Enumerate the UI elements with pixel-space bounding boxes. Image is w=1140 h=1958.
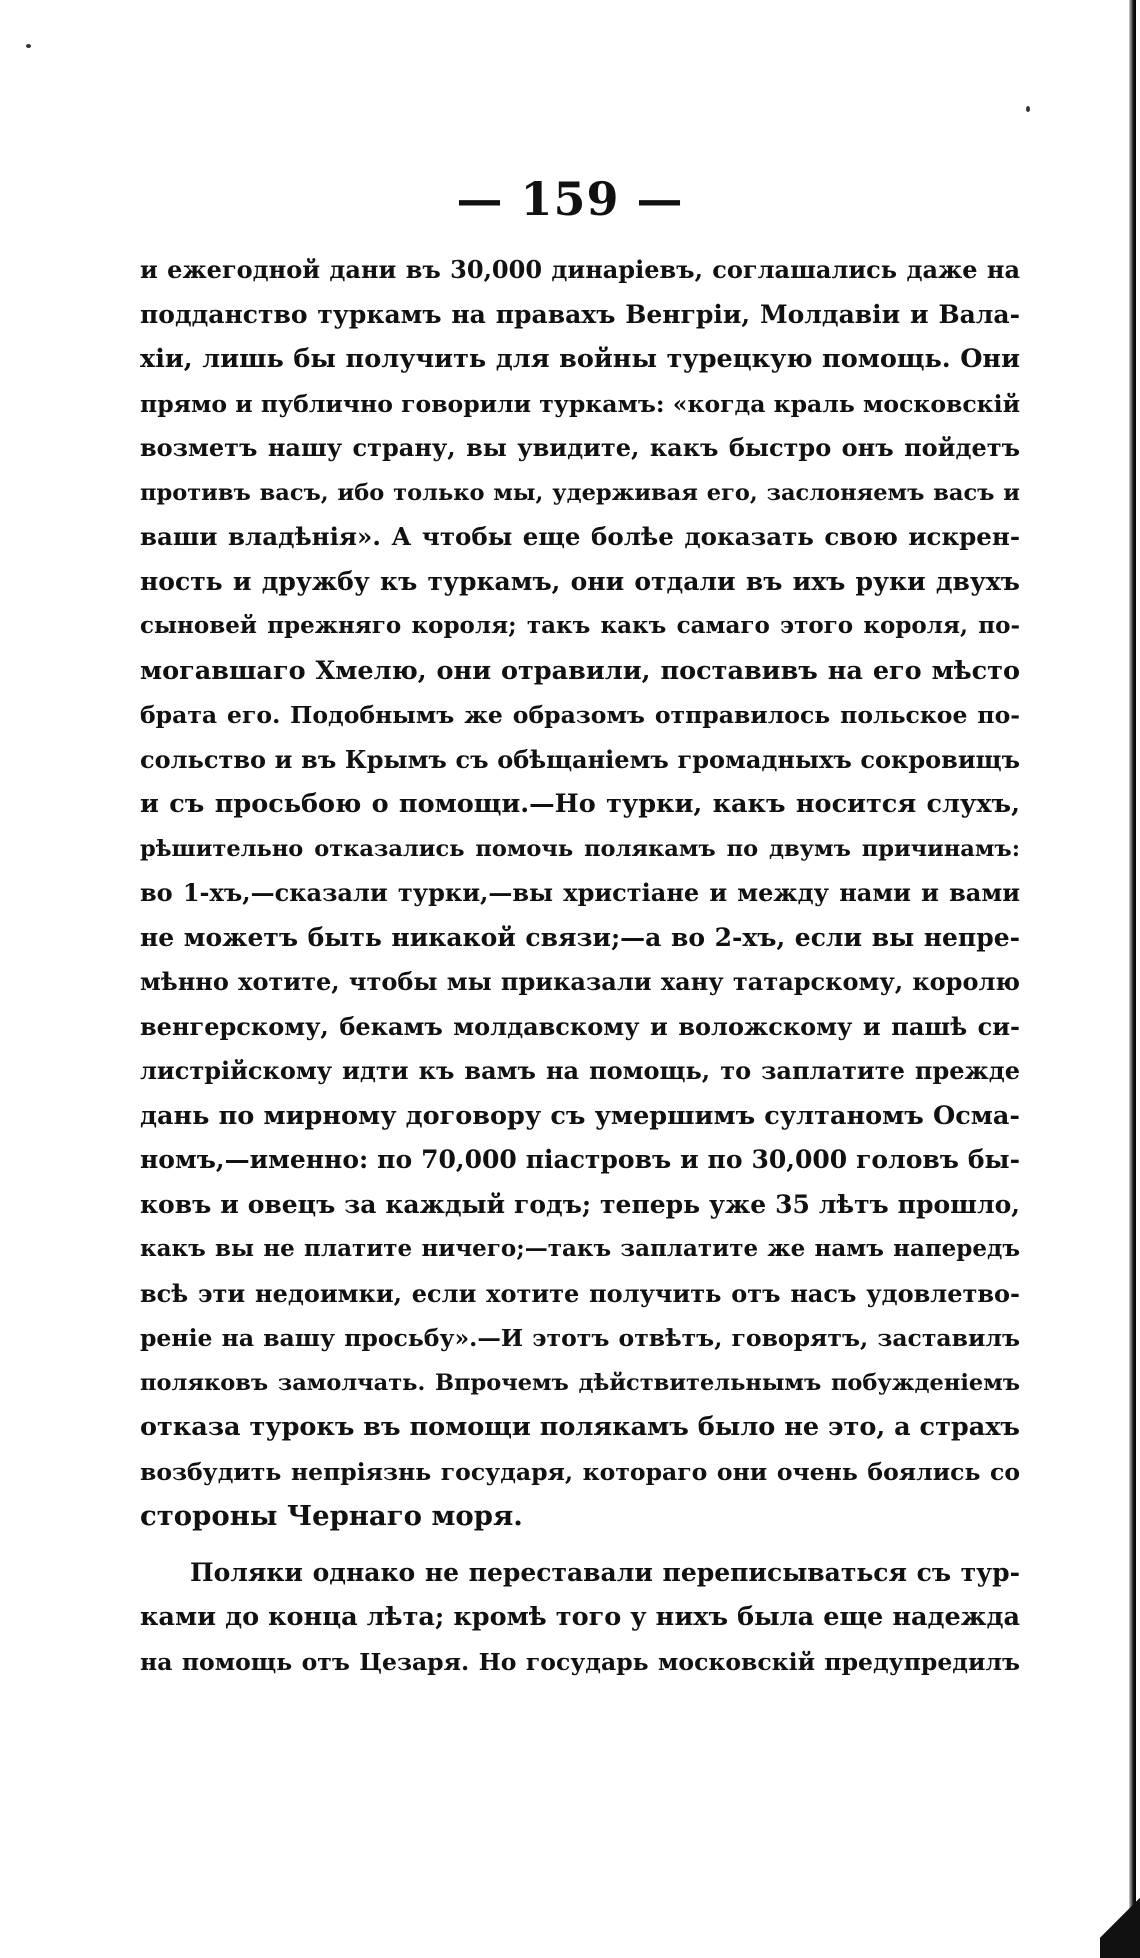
text-line: брата его. Подобнымъ же образомъ отправилось польское по- [140, 701, 1020, 729]
text-line: противъ васъ, ибо только мы, удерживая его, заслоняемъ васъ и [140, 479, 1020, 506]
page-corner-shadow [1100, 1878, 1140, 1958]
text-line: подданство туркамъ на правахъ Венгріи, Молдавіи и Вала- [140, 299, 1020, 329]
text-line: стороны Чернаго моря. [140, 1500, 523, 1532]
text-line: не можетъ быть никакой связи;—а во 2-хъ, если вы непре- [140, 922, 1020, 952]
text-line: ность и дружбу къ туркамъ, они отдали въ ихъ руки двухъ [140, 566, 1020, 596]
text-line: на помощь отъ Цезаря. Но государь московскій предупредилъ [140, 1647, 1020, 1676]
text-line: листрійскому идти къ вамъ на помощь, то заплатите прежде [140, 1056, 1020, 1085]
text-line: рѣшительно отказались помочь полякамъ по двумъ причинамъ: [140, 835, 1020, 862]
paragraph-gap [140, 1539, 1020, 1551]
text-line: ками до конца лѣта; кромѣ того у нихъ была еще надежда [140, 1602, 1020, 1632]
paragraph-2 [140, 1551, 1020, 1685]
text-line: мѣнно хотите, чтобы мы приказали хану татарскому, королю [140, 967, 1020, 996]
text-line: и ежегодной дани въ 30,000 динаріевъ, соглашались даже на [140, 255, 1020, 284]
paragraph-1 [140, 248, 1020, 1539]
text-line: всѣ эти недоимки, если хотите получить отъ насъ удовлетво- [140, 1278, 1020, 1308]
page-number: — 159 — [456, 172, 684, 226]
text-line: возметъ нашу страну, вы увидите, какъ быстро онъ пойдетъ [140, 433, 1020, 462]
page-edge-shadow [1129, 0, 1136, 1940]
text-line: отказа турокъ въ помощи полякамъ было не это, а страхъ [140, 1412, 1020, 1442]
text-line: номъ,—именно: по 70,000 піастровъ и по 30,000 головъ бы- [140, 1145, 1020, 1174]
text-line: венгерскому, бекамъ молдавскому и воложскому и пашѣ си- [140, 1011, 1020, 1041]
text-line: хіи, лишь бы получить для войны турецкую помощь. Они [140, 344, 1020, 374]
text-line: какъ вы не платите ничего;—такъ заплатите же намъ напередъ [140, 1235, 1020, 1262]
text-line: и съ просьбою о помощи.—Но турки, какъ носится слухъ, [140, 789, 1020, 819]
text-line: поляковъ замолчать. Впрочемъ дѣйствительнымъ побужденіемъ [140, 1369, 1020, 1396]
text-line: могавшаго Хмелю, они отравили, поставивъ на его мѣсто [140, 655, 1020, 686]
text-line: сольство и въ Крымъ съ обѣщаніемъ громадныхъ сокровищъ [140, 744, 1020, 774]
text-line: реніе на вашу просьбу».—И этотъ отвѣтъ, говорятъ, заставилъ [140, 1324, 1020, 1352]
text-line: во 1-хъ,—сказали турки,—вы христіане и между нами и вами [140, 878, 1020, 907]
text-line: прямо и публично говорили туркамъ: «когда краль московскій [140, 389, 1020, 418]
text-line: дань по мирному договору съ умершимъ султаномъ Осма- [140, 1100, 1020, 1131]
body-text [140, 248, 1020, 1684]
text-line: ковъ и овецъ за каждый годъ; теперь уже 35 лѣтъ прошло, [140, 1189, 1020, 1219]
text-line: сыновей прежняго короля; такъ какъ самаго этого короля, по- [140, 612, 1020, 639]
print-speck [1026, 106, 1030, 112]
text-line: возбудить непріязнь государя, котораго они очень боялись со [140, 1457, 1020, 1486]
text-line: Поляки однако не переставали переписываться съ тур- [190, 1557, 1020, 1587]
print-speck [26, 44, 31, 48]
text-line: ваши владѣнія». А чтобы еще болѣе доказать свою искрен- [140, 522, 1020, 551]
